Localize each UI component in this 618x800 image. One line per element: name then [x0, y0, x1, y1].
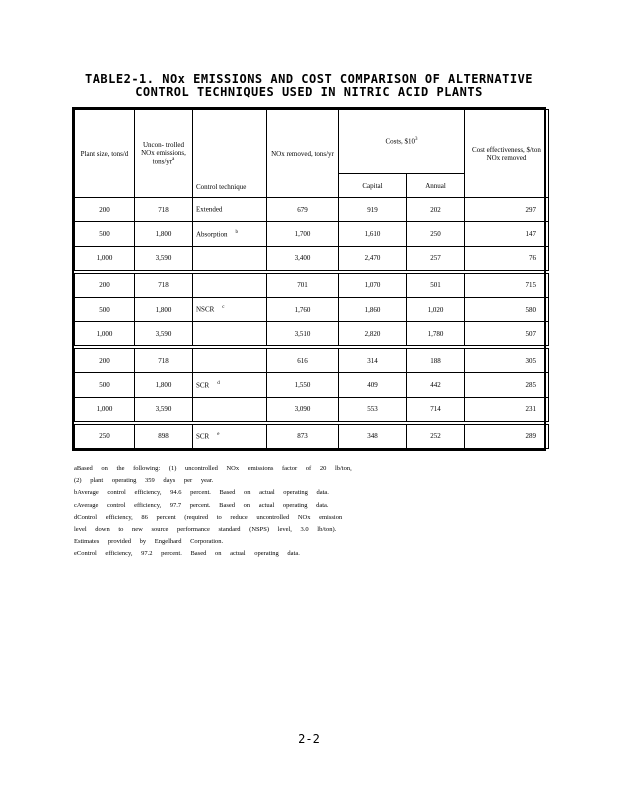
cell-nox-removed: 3,400 [267, 246, 339, 270]
cell-annual: 501 [407, 273, 465, 297]
cell-uncontrolled: 898 [135, 424, 193, 448]
cell-annual: 188 [407, 349, 465, 373]
cell-capital: 1,070 [339, 273, 407, 297]
cell-control-technique [193, 322, 267, 346]
footnote-line: (2) plant operating 359 days per year. [74, 477, 214, 485]
table-row [75, 198, 549, 222]
cell-nox-removed: 3,510 [267, 322, 339, 346]
cell-plant-size: 500 [75, 222, 135, 246]
cell-annual: 442 [407, 373, 465, 397]
cell-control-technique: SCR $^e$ [193, 424, 267, 448]
cell-annual: 250 [407, 222, 465, 246]
footnote-line: level down to new source performance standard (NSPS) level, 3.0 lb/ton). [74, 526, 337, 534]
cell-capital: 2,470 [339, 246, 407, 270]
cell-nox-removed: 873 [267, 424, 339, 448]
cell-plant-size: 250 [75, 424, 135, 448]
table-row [75, 397, 549, 421]
cell-capital: 553 [339, 397, 407, 421]
cell-uncontrolled: 1,800 [135, 222, 193, 246]
cell-cost-effectiveness: 715 [465, 273, 549, 297]
cell-annual: 1,020 [407, 297, 465, 321]
cell-uncontrolled: 3,590 [135, 246, 193, 270]
cell-nox-removed: 679 [267, 198, 339, 222]
cell-nox-removed: 1,760 [267, 297, 339, 321]
header-annual: Annual [407, 174, 465, 198]
cell-uncontrolled: 718 [135, 349, 193, 373]
cell-uncontrolled: 718 [135, 273, 193, 297]
cell-cost-effectiveness: 285 [465, 373, 549, 397]
cell-plant-size: 200 [75, 198, 135, 222]
cost-comparison-table [72, 107, 546, 451]
cell-control-technique: NSCR $^c$ [193, 297, 267, 321]
cell-capital: 314 [339, 349, 407, 373]
table-title-line-1: TABLE2-1. NOx EMISSIONS AND COST COMPARISON OF ALTERNATIVE [84, 72, 534, 86]
header-capital: Capital [339, 174, 407, 198]
header-nox-removed: NOx removed, tons/yr [267, 110, 339, 198]
cell-plant-size: 1,000 [75, 246, 135, 270]
cell-uncontrolled: 1,800 [135, 297, 193, 321]
cell-nox-removed: 701 [267, 273, 339, 297]
cell-cost-effectiveness: 297 [465, 198, 549, 222]
table-row [75, 246, 549, 270]
cell-cost-effectiveness: 147 [465, 222, 549, 246]
cell-cost-effectiveness: 507 [465, 322, 549, 346]
cell-cost-effectiveness: 305 [465, 349, 549, 373]
table-row [75, 273, 549, 297]
cell-control-technique: Extended [193, 198, 267, 222]
cell-nox-removed: 3,090 [267, 397, 339, 421]
cell-annual: 714 [407, 397, 465, 421]
cell-uncontrolled: 3,590 [135, 322, 193, 346]
cell-plant-size: 200 [75, 349, 135, 373]
page-number: 2-2 [298, 732, 320, 746]
cell-control-technique: Absorption $^b$ [193, 222, 267, 246]
cell-capital: 1,610 [339, 222, 407, 246]
table-body [75, 198, 549, 449]
table-row [75, 349, 549, 373]
cell-cost-effectiveness: 231 [465, 397, 549, 421]
cell-nox-removed: 1,700 [267, 222, 339, 246]
footnote-line: dControl efficiency, 86 percent (required to reduce uncontrolled NOx emission [74, 513, 343, 521]
cell-plant-size: 200 [75, 273, 135, 297]
footnote-line: aBased on the following: (1) uncontrolled NOx emissions factor of 20 lb/ton, [74, 465, 352, 472]
header-uncontrolled-emissions: Uncon- trolled NOx emissions, tons/$yr^a$ [135, 110, 193, 198]
cell-uncontrolled: 718 [135, 198, 193, 222]
table-row [75, 373, 549, 397]
cell-capital: 348 [339, 424, 407, 448]
cell-annual: 202 [407, 198, 465, 222]
footnote-line: cAverage control efficiency, 97.7 percent. Based on actual operating data. [74, 501, 329, 509]
cell-uncontrolled: 3,590 [135, 397, 193, 421]
cell-annual: 252 [407, 424, 465, 448]
header-cost-effectiveness: Cost effectiveness, $/ton NOx removed [465, 110, 549, 198]
cell-control-technique [193, 397, 267, 421]
footnote-line: Estimates provided by Engelhard Corporation. [74, 538, 224, 546]
cell-control-technique [193, 246, 267, 270]
cell-capital: 1,860 [339, 297, 407, 321]
header-control-technique: Control technique [193, 110, 267, 198]
cell-annual: 257 [407, 246, 465, 270]
cell-capital: 919 [339, 198, 407, 222]
cell-uncontrolled: 1,800 [135, 373, 193, 397]
header-plant-size: Plant size, tons/d [75, 110, 135, 198]
cell-control-technique: SCR $^d$ [193, 373, 267, 397]
table-row [75, 322, 549, 346]
cell-cost-effectiveness: 76 [465, 246, 549, 270]
table-row [75, 424, 549, 448]
cell-plant-size: 1,000 [75, 322, 135, 346]
cell-cost-effectiveness: 580 [465, 297, 549, 321]
footnotes [74, 463, 394, 561]
cell-plant-size: 500 [75, 373, 135, 397]
table-row [75, 222, 549, 246]
cell-plant-size: 500 [75, 297, 135, 321]
cell-capital: 2,820 [339, 322, 407, 346]
cell-capital: 409 [339, 373, 407, 397]
cell-annual: 1,780 [407, 322, 465, 346]
table-row [75, 297, 549, 321]
cell-control-technique [193, 349, 267, 373]
header-costs: Costs, $\$10^3$ [339, 110, 465, 174]
cell-nox-removed: 1,550 [267, 373, 339, 397]
footnote-line: bAverage control efficiency, 94.6 percent. Based on actual operating data. [74, 489, 329, 497]
cell-cost-effectiveness: 289 [465, 424, 549, 448]
cell-nox-removed: 616 [267, 349, 339, 373]
cell-plant-size: 1,000 [75, 397, 135, 421]
table-title-line-2: CONTROL TECHNIQUES USED IN NITRIC ACID PLANTS [135, 85, 483, 99]
cell-control-technique [193, 273, 267, 297]
footnote-line: eControl efficiency, 97.2 percent. Based on actual operating data. [74, 550, 300, 558]
